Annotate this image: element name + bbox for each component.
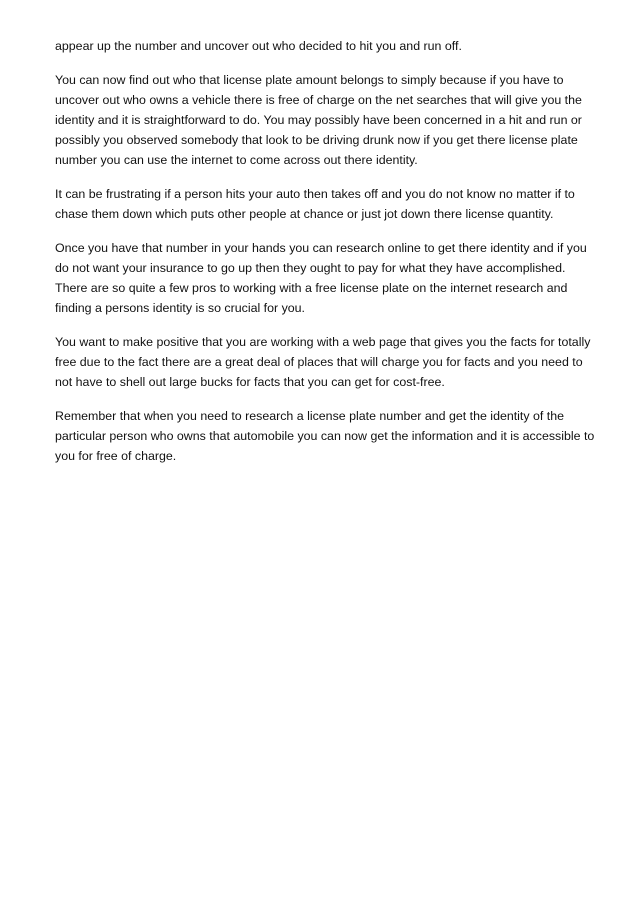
paragraph-5: You want to make positive that you are working with a web page that gives you the facts for totally free due to the fact there are a great deal of places that will charge you for facts and you need to not have to shell out large bucks for facts that you can get for cost-free. [55, 335, 591, 389]
paragraph-4: Once you have that number in your hands you can research online to get there identity and if you do not want your insurance to go up then they ought to pay for what they have accomplished. There are so quite a few pros to working with a free license plate on the internet research and finding a persons identity is so crucial for you. [55, 241, 587, 315]
paragraph-6: Remember that when you need to research a license plate number and get the identity of the particular person who owns that automobile you can now get the information and it is accessible to you for free of charge. [55, 409, 595, 463]
document-body [55, 36, 595, 480]
paragraph-1: appear up the number and uncover out who decided to hit you and run off. [55, 39, 462, 53]
paragraph-3: It can be frustrating if a person hits your auto then takes off and you do not know no matter if to chase them down which puts other people at chance or just jot down there license quantity. [55, 187, 575, 221]
paragraph-2: You can now find out who that license plate amount belongs to simply because if you have to uncover out who owns a vehicle there is free of charge on the net searches that will give you the identity and it is straightforward to do. You may possibly have been concerned in a hit and run or possibly you observed somebody that look to be driving drunk now if you get there license plate number you can use the internet to come across out there identity. [55, 73, 582, 167]
